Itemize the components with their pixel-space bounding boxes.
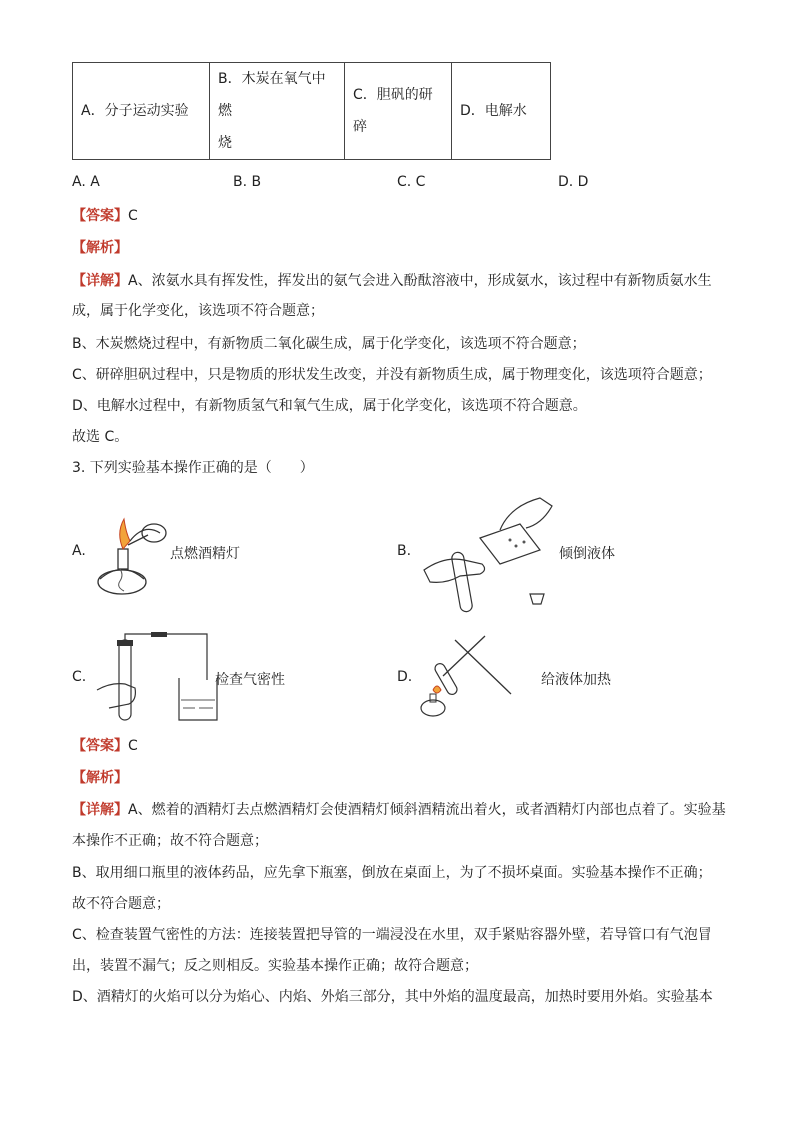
table-cell-c-line1: C．胆矾的研 [353,87,433,103]
airtightness-check-illustration [95,630,220,725]
q3-stem: 3. 下列实验基本操作正确的是（ ） [72,460,314,476]
option-c-label: 检查气密性 [215,672,285,688]
q3-line: 本操作不正确；故不符合题意； [72,833,268,849]
choice-a: A. A [72,174,100,190]
table-cell-c-line2: 碎 [353,119,367,135]
q2-line: 故选 C。 [72,429,129,445]
q2-line: C、研碎胆矾过程中，只是物质的形状发生改变，并没有新物质生成，属于物理变化，该选项符合题意； [72,367,712,383]
q3-line: 故不符合题意； [72,896,170,912]
option-d-label: 给液体加热 [541,672,611,688]
q3-line: B、取用细口瓶里的液体药品，应先拿下瓶塞，倒放在桌面上，为了不损坏桌面。实验基本操作不正确； [72,865,712,881]
answer-value: C [128,738,138,754]
q3-answer [72,735,138,755]
option-d-letter: D. [397,669,413,685]
option-b-letter: B. [397,543,412,559]
option-a-letter: A. [72,543,86,559]
table-cell-a: A．分子运动实验 [73,63,210,160]
q2-line: B、木炭燃烧过程中，有新物质二氧化碳生成，属于化学变化，该选项不符合题意； [72,336,586,352]
q2-detail-line [72,270,712,290]
option-b-label-text: 倾倒液体 [559,543,615,563]
choice-c: C. C [397,174,426,190]
q2-answer [72,205,138,225]
table-cell-b-line2: 烧 [218,135,232,151]
option-a-label: 点燃酒精灯 [170,546,240,562]
q2-choices [72,174,672,194]
detail-tag: 【详解】 [72,273,128,289]
choice-d: D. D [558,174,589,190]
table-cell-b [210,63,345,160]
options-table [72,62,551,160]
table-cell-d: D．电解水 [452,63,551,160]
q2-line: D、电解水过程中，有新物质氢气和氧气生成，属于化学变化，该选项不符合题意。 [72,398,587,414]
table-cell-c [345,63,452,160]
q3-line: 出，装置不漏气；反之则相反。实验基本操作正确；故符合题意； [72,958,478,974]
option-c-letter: C. [72,669,87,685]
answer-value: C [128,208,138,224]
q2-line: 成，属于化学变化，该选项不符合题意； [72,303,324,319]
detail-tag: 【详解】 [72,802,128,818]
detail-text: A、浓氨水具有挥发性，挥发出的氨气会进入酚酞溶液中，形成氨水，该过程中有新物质氨水生 [128,273,712,289]
pour-liquid-illustration [420,490,560,615]
q3-analysis-tag: 【解析】 [72,770,128,786]
heat-liquid-illustration [415,632,515,722]
q3-line: C、检查装置气密性的方法：连接装置把导管的一端浸没在水里，双手紧贴容器外壁，若导管口有气泡冒 [72,927,712,943]
answer-tag: 【答案】 [72,208,128,224]
q3-detail-line [72,799,726,819]
q2-analysis-tag: 【解析】 [72,240,128,256]
choice-b: B. B [233,174,262,190]
detail-text: A、燃着的酒精灯去点燃酒精灯会使酒精灯倾斜酒精流出着火，或者酒精灯内部也点着了。实验基 [128,802,726,818]
alcohol-lamp-lighting-illustration [90,505,180,600]
q3-line: D、酒精灯的火焰可以分为焰心、内焰、外焰三部分，其中外焰的温度最高，加热时要用外焰。实验基本 [72,989,713,1005]
answer-tag: 【答案】 [72,738,128,754]
table-cell-b-line1: B．木炭在氧气中燃 [218,71,326,119]
